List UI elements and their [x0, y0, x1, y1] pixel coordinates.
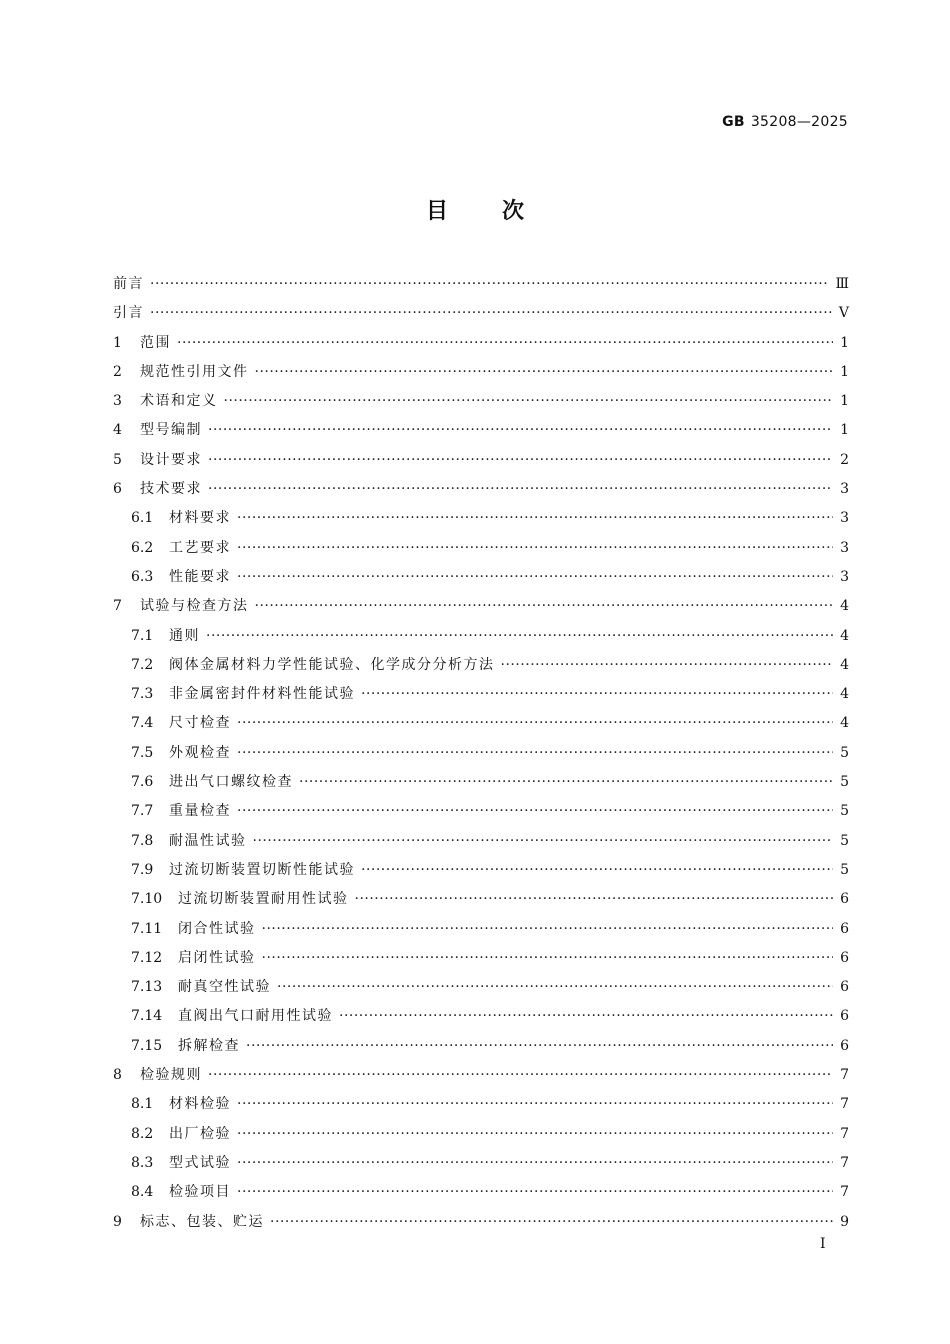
toc-entry-page: 4	[840, 598, 849, 615]
toc-entry-number: 7.8	[131, 832, 154, 849]
toc-entry-title: 闭合性试验	[178, 920, 256, 937]
toc-entry-title: 材料要求	[169, 510, 231, 527]
toc-entry-number: 7.9	[131, 861, 154, 878]
toc-entry-page: 5	[840, 861, 849, 878]
toc-entry-number: 7.15	[131, 1037, 163, 1054]
toc-heading	[0, 194, 950, 225]
toc-entry-title: 通则	[169, 627, 200, 644]
toc-entry[interactable]	[113, 1149, 849, 1178]
toc-entry[interactable]	[113, 797, 849, 826]
toc-entry-number: 8.4	[131, 1184, 154, 1201]
toc-entry[interactable]	[113, 504, 849, 533]
toc-entry-title: 术语和定义	[140, 393, 218, 410]
toc-entry-number: 6.2	[131, 539, 154, 556]
toc-entry-number: 8.1	[131, 1096, 154, 1113]
toc-entry-number: 1	[113, 334, 122, 351]
toc-leader-dots	[206, 622, 833, 651]
toc-entry[interactable]	[113, 534, 849, 563]
toc-entry[interactable]	[113, 680, 849, 709]
toc-entry-page: 6	[840, 1008, 849, 1025]
toc-leader-dots	[224, 387, 834, 416]
toc-leader-dots	[208, 446, 833, 475]
toc-leader-dots	[299, 768, 833, 797]
toc-entry-page: 6	[840, 949, 849, 966]
toc-entry-number: 7.13	[131, 979, 163, 996]
toc-entry-page: 1	[840, 422, 849, 439]
toc-entry-title: 试验与检查方法	[140, 598, 249, 615]
toc-entry-page: 2	[840, 451, 849, 468]
toc-leader-dots	[237, 1120, 833, 1149]
toc-leader-dots	[361, 856, 833, 885]
toc-leader-dots	[255, 592, 834, 621]
toc-entry[interactable]	[113, 827, 849, 856]
toc-entry-number: 5	[113, 451, 122, 468]
toc-entry[interactable]	[113, 1090, 849, 1119]
toc-entry-page: 6	[840, 920, 849, 937]
toc-leader-dots	[246, 1032, 833, 1061]
toc-entry[interactable]	[113, 915, 849, 944]
toc-leader-dots	[237, 563, 833, 592]
toc-entry-number: 4	[113, 422, 122, 439]
toc-entry-number: 2	[113, 363, 122, 380]
toc-leader-dots	[237, 504, 833, 533]
toc-entry-number: 9	[113, 1213, 122, 1230]
toc-entry[interactable]	[113, 563, 849, 592]
toc-entry-number: 7.10	[131, 891, 163, 908]
toc-entry-title: 引言	[113, 305, 144, 322]
toc-entry-title: 耐温性试验	[169, 832, 247, 849]
toc-entry-number: 7.6	[131, 774, 154, 791]
toc-entry-title: 前言	[113, 276, 144, 292]
toc-entry-title: 过流切断装置耐用性试验	[178, 891, 349, 908]
toc-entry-title: 重量检查	[169, 803, 231, 820]
toc-entry-page: 3	[840, 568, 849, 585]
toc-entry-number: 7.14	[131, 1008, 163, 1025]
toc-leader-dots	[501, 651, 834, 680]
toc-entry-page: 5	[840, 832, 849, 849]
toc-entry-page: 7	[840, 1067, 849, 1084]
toc-entry-number: 7.2	[131, 656, 154, 673]
toc-heading-char-1: 目	[425, 199, 448, 224]
toc-leader-dots	[270, 1208, 833, 1237]
toc-entry-title: 规范性引用文件	[140, 363, 249, 380]
toc-leader-dots	[208, 416, 833, 445]
toc-entry-title: 进出气口螺纹检查	[169, 774, 293, 791]
toc-heading-char-2: 次	[502, 199, 525, 224]
toc-leader-dots	[150, 299, 833, 328]
toc-entry-page: Ⅲ	[835, 276, 849, 292]
toc-entry-number: 6.1	[131, 510, 154, 527]
toc-entry-page: 5	[840, 774, 849, 791]
toc-entry-page: 4	[840, 715, 849, 732]
toc-entry-page: 7	[840, 1154, 849, 1171]
toc-entry[interactable]	[113, 709, 849, 738]
toc-entry-title: 过流切断装置切断性能试验	[169, 861, 355, 878]
toc-entry-page: 6	[840, 979, 849, 996]
toc-leader-dots	[237, 1149, 833, 1178]
toc-entry-title: 尺寸检查	[169, 715, 231, 732]
toc-entry-title: 拆解检查	[178, 1037, 240, 1054]
toc-leader-dots	[253, 827, 834, 856]
toc-entry-title: 标志、包装、贮运	[140, 1213, 264, 1230]
toc-entry-page: 7	[840, 1125, 849, 1142]
toc-entry-number: 8.2	[131, 1125, 154, 1142]
toc-leader-dots	[355, 885, 834, 914]
toc-leader-dots	[262, 944, 834, 973]
standard-code	[722, 114, 848, 130]
toc-entry[interactable]	[113, 1002, 849, 1031]
toc-entry-number: 7.1	[131, 627, 154, 644]
toc-entry-number: 6.3	[131, 568, 154, 585]
standard-number: 35208—2025	[750, 114, 848, 130]
toc-entry-title: 非金属密封件材料性能试验	[169, 686, 355, 703]
toc-leader-dots	[150, 270, 829, 299]
toc-entry-number: 7.7	[131, 803, 154, 820]
toc-leader-dots	[177, 329, 833, 358]
toc-entry-page: 5	[840, 744, 849, 761]
toc-entry-title: 耐真空性试验	[178, 979, 271, 996]
toc-leader-dots	[255, 358, 834, 387]
toc-entry-title: 启闭性试验	[178, 949, 256, 966]
toc-entry-page: 1	[840, 334, 849, 351]
toc-leader-dots	[237, 709, 833, 738]
toc-entry[interactable]	[113, 856, 849, 885]
toc-entry-page: 9	[840, 1213, 849, 1230]
toc-leader-dots	[208, 1061, 833, 1090]
toc-entry[interactable]	[113, 270, 849, 299]
toc-entry-number: 7.4	[131, 715, 154, 732]
toc-entry-number: 8.3	[131, 1154, 154, 1171]
toc-entry[interactable]	[113, 387, 849, 416]
toc-leader-dots	[237, 1178, 833, 1207]
toc-entry[interactable]	[113, 1032, 849, 1061]
toc-entry-page: 1	[840, 363, 849, 380]
toc-entry[interactable]	[113, 475, 849, 504]
toc-leader-dots	[361, 680, 833, 709]
toc-entry-title: 外观检查	[169, 744, 231, 761]
toc-entry[interactable]	[113, 299, 849, 328]
toc-entry-title: 工艺要求	[169, 539, 231, 556]
toc-entry[interactable]	[113, 944, 849, 973]
toc-entry-number: 7.12	[131, 949, 163, 966]
toc-entry-page: 7	[840, 1184, 849, 1201]
toc-leader-dots	[339, 1002, 833, 1031]
toc-entry-title: 设计要求	[140, 451, 202, 468]
toc-leader-dots	[237, 797, 833, 826]
toc-entry[interactable]	[113, 768, 849, 797]
toc-leader-dots	[237, 534, 833, 563]
toc-leader-dots	[208, 475, 833, 504]
toc-entry[interactable]	[113, 1208, 849, 1237]
toc-entry[interactable]	[113, 1178, 849, 1207]
toc-entry[interactable]	[113, 446, 849, 475]
toc-entry-page: 4	[840, 627, 849, 644]
toc-entry-title: 性能要求	[169, 568, 231, 585]
toc-entry[interactable]	[113, 329, 849, 358]
toc-entry-page: 3	[840, 481, 849, 498]
toc-entry[interactable]	[113, 592, 849, 621]
toc-entry-title: 范围	[140, 334, 171, 351]
toc-entry-page: Ⅴ	[838, 305, 849, 322]
toc-entry-number: 7.11	[131, 920, 163, 937]
toc-entry-title: 型号编制	[140, 422, 202, 439]
toc-entry[interactable]	[113, 885, 849, 914]
toc-entry[interactable]	[113, 416, 849, 445]
page-number: I	[820, 1236, 826, 1252]
toc-entry-title: 技术要求	[140, 481, 202, 498]
toc-entry-page: 3	[840, 539, 849, 556]
toc-entry-page: 1	[840, 393, 849, 410]
toc-entry[interactable]	[113, 1061, 849, 1090]
table-of-contents	[113, 270, 849, 1237]
toc-leader-dots	[277, 973, 833, 1002]
toc-entry-title: 型式试验	[169, 1154, 231, 1171]
toc-leader-dots	[237, 739, 833, 768]
toc-entry[interactable]	[113, 973, 849, 1002]
toc-entry-number: 3	[113, 393, 122, 410]
toc-leader-dots	[237, 1090, 833, 1119]
toc-entry-title: 检验项目	[169, 1184, 231, 1201]
toc-entry-title: 材料检验	[169, 1096, 231, 1113]
toc-entry[interactable]	[113, 622, 849, 651]
toc-entry-number: 7.5	[131, 744, 154, 761]
toc-entry-title: 阀体金属材料力学性能试验、化学成分分析方法	[169, 656, 495, 673]
toc-entry[interactable]	[113, 1120, 849, 1149]
toc-entry-title: 出厂检验	[169, 1125, 231, 1142]
toc-entry-page: 3	[840, 510, 849, 527]
toc-entry-number: 7.3	[131, 686, 154, 703]
toc-entry-title: 直阀出气口耐用性试验	[178, 1008, 333, 1025]
toc-entry-number: 7	[113, 598, 122, 615]
toc-entry[interactable]	[113, 739, 849, 768]
toc-entry[interactable]	[113, 651, 849, 680]
toc-entry-page: 5	[840, 803, 849, 820]
standard-prefix: GB	[722, 114, 745, 130]
toc-entry-title: 检验规则	[140, 1067, 202, 1084]
toc-entry-page: 7	[840, 1096, 849, 1113]
toc-entry-page: 4	[840, 656, 849, 673]
toc-leader-dots	[262, 915, 834, 944]
toc-entry-number: 8	[113, 1067, 122, 1084]
toc-entry-page: 4	[840, 686, 849, 703]
toc-entry-page: 6	[840, 891, 849, 908]
toc-entry-page: 6	[840, 1037, 849, 1054]
toc-entry-number: 6	[113, 481, 122, 498]
toc-entry[interactable]	[113, 358, 849, 387]
